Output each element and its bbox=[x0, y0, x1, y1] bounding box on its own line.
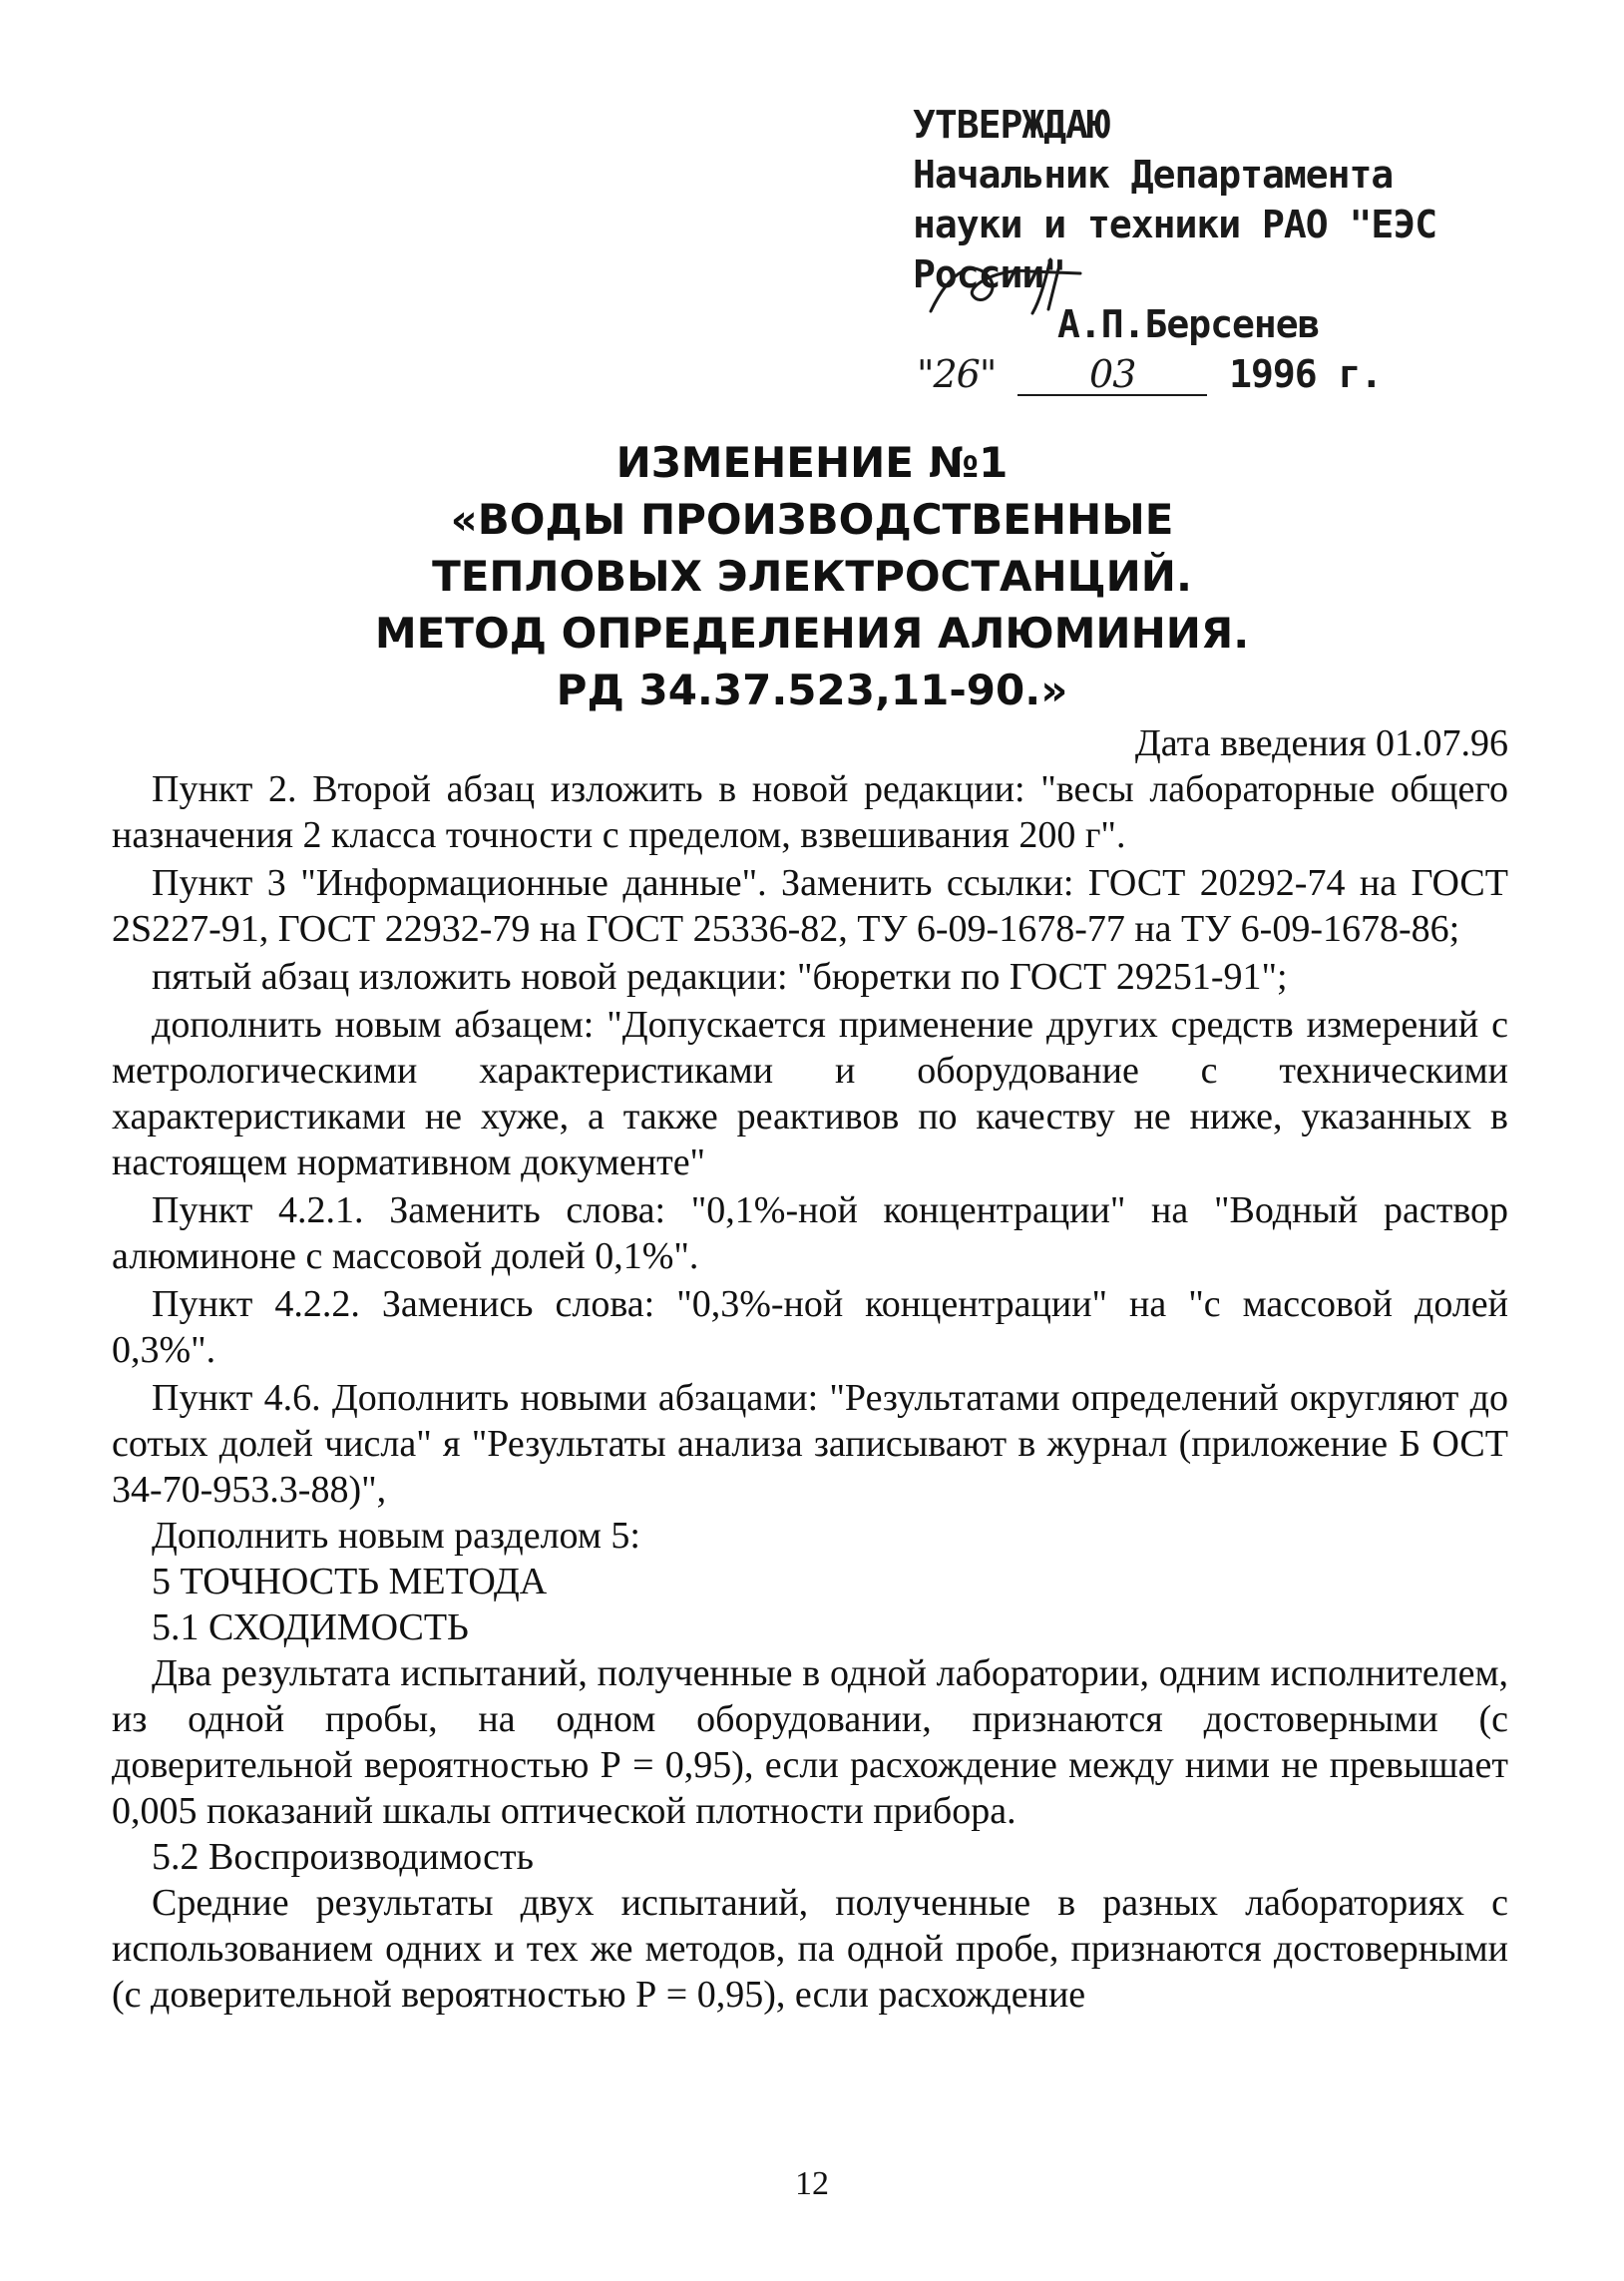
paragraph-new-abzac: дополнить новым абзацем: "Допускается применение других средств измерений с метрологическими характеристиками и оборудование с техническими характеристиками не хуже, а также реактивов по качеству не ниже, указанных в настоящем нормативном документе" bbox=[112, 1004, 1508, 1183]
approval-date-year: 1996 г. bbox=[1229, 352, 1383, 396]
paragraph-item-2: Пункт 2. Второй абзац изложить в новой редакции: "весы лабораторные общего назначения 2 класса точности с пределом, взвешивания 200 г". bbox=[112, 768, 1508, 856]
approval-position-line2: науки и техники РАО "ЕЭС bbox=[913, 203, 1437, 246]
paragraph-fifth-abzac: пятый абзац изложить новой редакции: "бюретки по ГОСТ 29251-91"; bbox=[152, 956, 1288, 998]
approval-position-line1: Начальник Департамента bbox=[913, 153, 1394, 197]
section-heading-5: 5 ТОЧНОСТЬ МЕТОДА bbox=[152, 1561, 548, 1602]
approval-date-month: 03 bbox=[1017, 354, 1207, 396]
paragraph-new-section: Дополнить новым разделом 5: bbox=[152, 1515, 640, 1557]
paragraph-convergence: Два результата испытаний, полученные в одной лаборатории, одним исполнителем, из одной пробы, на одном оборудовании, признаются достоверными (с доверительной вероятностью Р = 0,95), если расхождение между ними не превышает 0,005 показаний шкалы оптической плотности прибора. bbox=[112, 1652, 1508, 1832]
title-line-5: РД 34.37.523,11-90.» bbox=[556, 666, 1068, 714]
effective-date: Дата введения 01.07.96 bbox=[1134, 722, 1508, 764]
section-heading-5-2: 5.2 Воспроизводимость bbox=[152, 1836, 534, 1878]
approval-heading: УТВЕРЖДАЮ bbox=[913, 103, 1109, 147]
paragraph-item-4-2-1: Пункт 4.2.1. Заменить слова: "0,1%-ной концентрации" на "Водный раствор алюминоне с массовой долей 0,1%". bbox=[112, 1189, 1508, 1277]
title-line-3: ТЕПЛОВЫХ ЭЛЕКТРОСТАНЦИЙ. bbox=[432, 552, 1192, 601]
document-title bbox=[0, 434, 1624, 718]
paragraph-item-3: Пункт 3 "Информационные данные". Заменить ссылки: ГОСТ 20292-74 на ГОСТ 2S227-91, ГОСТ 22932-79 на ГОСТ 25336-82, ТУ 6-09-1678-77 на ТУ 6-09-1678-86; bbox=[112, 862, 1508, 950]
paragraph-item-4-2-2: Пункт 4.2.2. Заменись слова: "0,3%-ной концентрации" на "с массовой долей 0,3%". bbox=[112, 1283, 1508, 1371]
paragraph-reproducibility: Средние результаты двух испытаний, полученные в разных лабораториях с использованием одних и тех же методов, па одной пробе, признаются достоверными (с доверительной вероятностью Р = 0,95), если расхождение bbox=[112, 1882, 1508, 2016]
title-line-1: ИЗМЕНЕНИЕ №1 bbox=[615, 438, 1009, 487]
title-line-4: МЕТОД ОПРЕДЕЛЕНИЯ АЛЮМИНИЯ. bbox=[374, 609, 1250, 658]
approval-date bbox=[913, 349, 1551, 399]
page-number: 12 bbox=[795, 2165, 829, 2202]
approval-stamp bbox=[913, 100, 1551, 399]
approval-name: А.П.Берсенев bbox=[1057, 302, 1320, 346]
paragraph-item-4-6: Пункт 4.6. Дополнить новыми абзацами: "Результатами определений округляют до сотых долей числа" я "Результаты анализа записывают в журнал (приложение Б ОСТ 34-70-953.3-88)", bbox=[112, 1377, 1508, 1511]
section-heading-5-1: 5.1 СХОДИМОСТЬ bbox=[152, 1606, 469, 1648]
signature-icon bbox=[921, 249, 1100, 319]
approval-date-day: "26" bbox=[917, 352, 997, 396]
title-line-2: «ВОДЫ ПРОИЗВОДСТВЕННЫЕ bbox=[450, 495, 1174, 544]
approval-position-line3: России" bbox=[913, 252, 1066, 296]
document-body bbox=[112, 720, 1508, 2018]
